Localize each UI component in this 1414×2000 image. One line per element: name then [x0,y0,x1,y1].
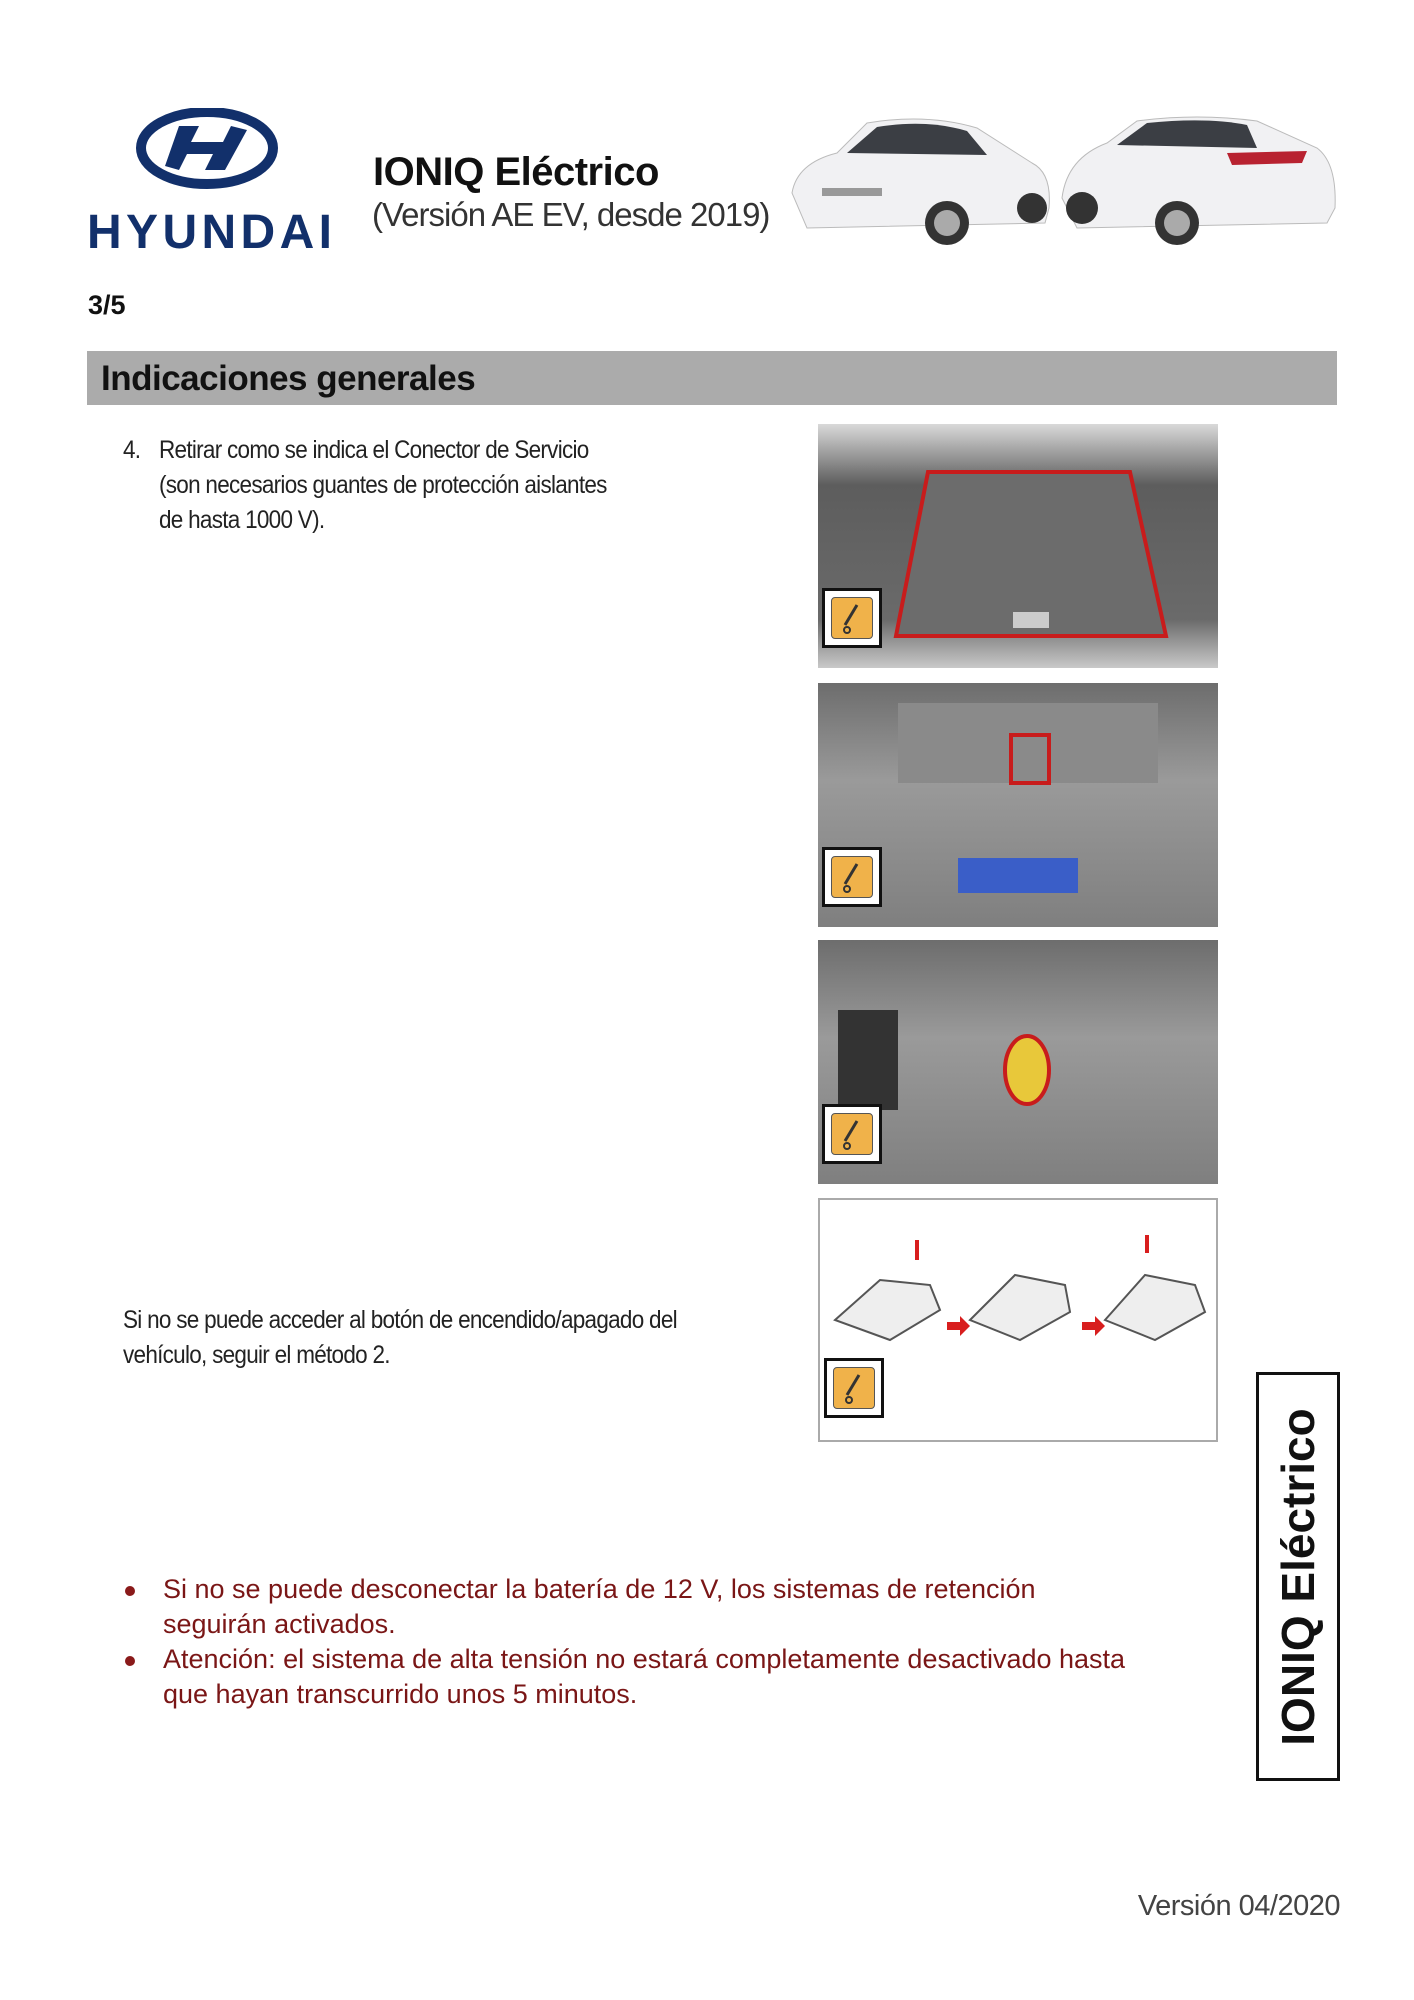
service-connector-photo [818,940,1218,1184]
car-rear-image [1062,117,1335,245]
step-text-line: (son necesarios guantes de protección aislantes [159,471,607,499]
warning-item [123,1642,1233,1712]
side-label-box [1256,1372,1340,1781]
warning-line: Si no se puede desconectar la batería de 12 V, los sistemas de retención [163,1574,1036,1604]
document-title: IONIQ Eléctrico [373,150,659,194]
warning-line: seguirán activados. [163,1609,396,1639]
tool-icon-badge [822,588,882,648]
page-number: 3/5 [88,290,126,320]
document-subtitle: (Versión AE EV, desde 2019) [372,196,770,233]
note-line: Si no se puede acceder al botón de encendido/apagado del [123,1306,677,1334]
warning-line: Atención: el sistema de alta tensión no estará completamente desactivado hasta [163,1644,1126,1674]
trunk-open-photo [818,683,1218,927]
connector-removal-diagram [818,1198,1218,1442]
method-note [123,1303,677,1373]
tool-icon-badge [822,1104,882,1164]
step-number: 4. [123,436,141,464]
warning-list [123,1572,1233,1712]
section-header [87,351,1337,405]
step-text-line: de hasta 1000 V). [159,506,325,534]
warning-item [123,1572,1233,1642]
note-line: vehículo, seguir el método 2. [123,1341,390,1369]
side-label: IONIQ Eléctrico [1272,1407,1324,1746]
tool-icon-badge [822,847,882,907]
car-images [787,113,1340,258]
hyundai-logo [87,108,332,253]
footer-version: Versión 04/2020 [1137,1890,1340,1922]
warning-line: que hayan transcurrido unos 5 minutos. [163,1679,638,1709]
step-text-line: Retirar como se indica el Conector de Servicio [159,436,589,464]
trunk-floor-photo [818,424,1218,668]
section-title: Indicaciones generales [101,359,476,398]
car-front-image [792,119,1049,245]
svg-text:HYUNDAI: HYUNDAI [87,206,332,253]
tool-icon-badge [824,1358,884,1418]
